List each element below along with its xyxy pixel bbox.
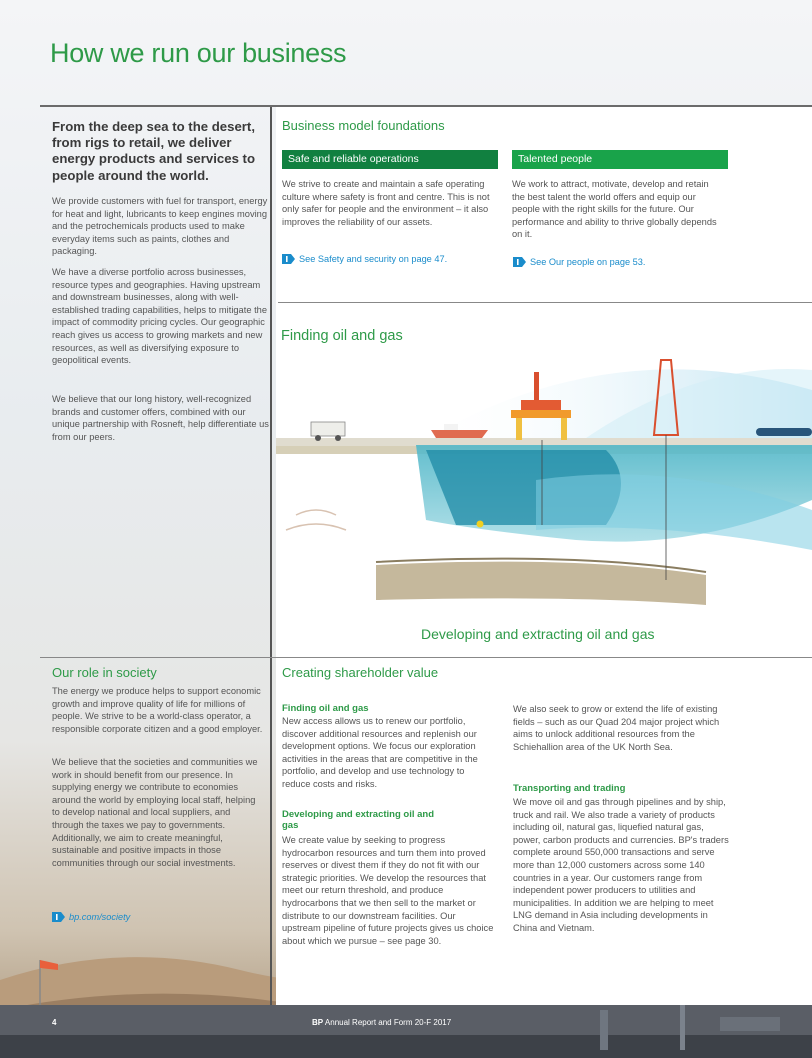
intro-paragraph-2: We have a diverse portfolio across businesses, resource types and geographies. Having upstream and downstream businesses, along with well-established trading capabilities, helps to mitigate the impact of commodity pricing cycles. Our geographic reach gives us access to growing markets and new resources, as well as diversifying exposure to geopolitical events. <box>52 267 267 366</box>
society-web-link[interactable] <box>52 912 130 922</box>
talented-people-text: We work to attract, motivate, develop and retain the best talent the world offers and equip our people with the right skills for the future. Our performance and ability to thrive globally depends on it. <box>512 179 717 240</box>
column-divider-top <box>270 107 272 657</box>
developing-subheading: Developing and extracting oil and gas <box>282 809 435 831</box>
mid-divider <box>40 657 812 658</box>
footer-report-title: Annual Report and Form 20-F 2017 <box>324 1018 452 1027</box>
footer-brand: BP <box>312 1018 324 1027</box>
intro-paragraph-3: We believe that our long history, well-recognized brands and customer offers, combined with our unique partnership with Rosneft, help differentiate us from our peers. <box>52 394 269 442</box>
finding-text: New access allows us to renew our portfolio, discover additional resources and replenish our development options. We focus our exploration activities in the areas that are competitive in the portfolio, and develop and use technology to reduce costs and risks. <box>282 716 478 789</box>
society-heading: Our role in society <box>52 665 157 680</box>
developing-text: We create value by seeking to progress hydrocarbon resources and turn them into proved reserves or divest them if they do not fit with our strategic priorities. We develop the resources that meet our return threshold, and produce hydrocarbons that we then sell to the market or distribute to our downstream facilities. Our upstream pipeline of future projects gives us choice about which we pursue – see page 30. <box>282 835 494 946</box>
footer-photo-strip <box>0 1005 812 1058</box>
safety-page-link[interactable] <box>282 254 447 264</box>
intro-column <box>40 107 270 1007</box>
page-title: How we run our business <box>50 38 347 68</box>
rock-layer <box>376 562 706 605</box>
society-paragraph-1: The energy we produce helps to support economic growth and improve quality of life for millions of people. We strive to be a world-class operator, a responsible corporate citizen and a good employer. <box>52 686 263 734</box>
column-divider-bottom <box>270 657 272 1005</box>
foundations-divider <box>278 302 812 303</box>
footer-title <box>312 1018 451 1027</box>
safe-operations-text: We strive to create and maintain a safe operating culture where safety is front and centre. This is not only safer for people and the environment – it also improves the reliability of our assets. <box>282 179 490 227</box>
grow-fields-text: We also seek to grow or extend the life of existing fields – such as our Quad 204 major project which aims to unlock additional resources from the Schiehallion area of the UK North Sea. <box>513 704 720 752</box>
foundations-heading: Business model foundations <box>282 118 445 133</box>
society-paragraph-2: We believe that the societies and communities we work in should benefit from our presence. In supplying energy we contribute to economies around the world by employing local staff, helping to develop national and local suppliers, and through the taxes we pay to governments. Additionally, we aim to create meaningful, sustainable and positive impacts in those communities through our social investments. <box>52 757 258 868</box>
society-link-text: bp.com/society <box>69 912 131 922</box>
safety-link-text: See Safety and security on page 47. <box>299 254 448 264</box>
info-icon <box>513 257 526 267</box>
developing-extracting-label: Developing and extracting oil and gas <box>421 626 655 642</box>
info-icon <box>52 912 65 922</box>
info-icon <box>282 254 295 264</box>
finding-subheading: Finding oil and gas <box>282 703 369 714</box>
pipeline-icon <box>756 428 812 436</box>
talented-people-bar: Talented people <box>512 150 728 169</box>
safe-operations-bar: Safe and reliable operations <box>282 150 498 169</box>
people-link-text: See Our people on page 53. <box>530 257 646 267</box>
people-page-link[interactable] <box>513 257 645 267</box>
intro-heading: From the deep sea to the desert, from rigs to retail, we deliver energy products and services to people around the world. <box>52 119 256 183</box>
shareholder-value-heading: Creating shareholder value <box>282 665 439 680</box>
transport-subheading: Transporting and trading <box>513 783 626 794</box>
transport-text: We move oil and gas through pipelines and by ship, truck and rail. We also trade a variety of products including oil, natural gas, liquefied natural gas, power, carbon products and currencies. BP's traders complete around 550,000 transactions and serve more than 12,000 customers across some 140 countries in a year. Our customers range from independent power producers to utilities and municipalities. In addition we are helping to meet LNG demand in Asia including developments in China and Vietnam. <box>513 797 729 933</box>
seismic-waves <box>286 510 346 530</box>
intro-paragraph-1: We provide customers with fuel for transport, energy for heat and light, lubricants to keep engines moving and the petrochemicals products used to make everyday items such as paints, clothes and packaging. <box>52 196 268 257</box>
page-number: 4 <box>52 1018 57 1027</box>
upstream-illustration <box>276 350 812 620</box>
subsea-equipment-icon <box>477 521 484 528</box>
finding-oil-gas-label: Finding oil and gas <box>281 328 403 344</box>
